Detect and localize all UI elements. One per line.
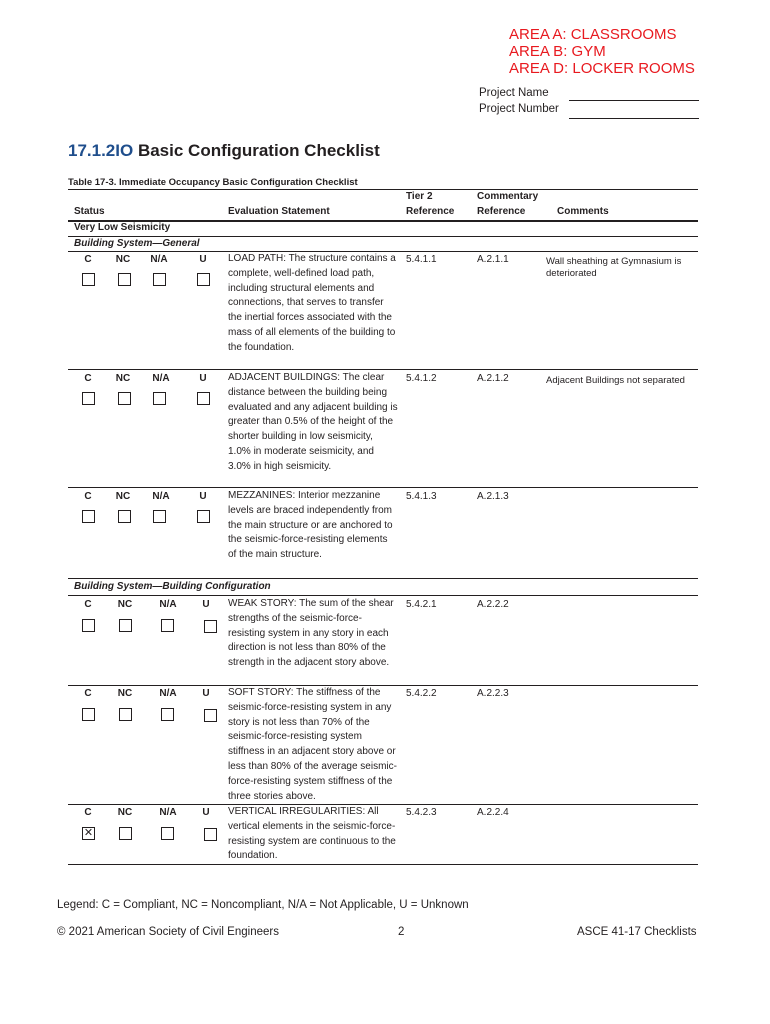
section-rule — [68, 595, 698, 596]
status-label-c: C — [84, 807, 92, 818]
area-b-label: AREA B: GYM — [509, 43, 606, 60]
status-label-u: U — [199, 491, 207, 502]
checkbox-na[interactable] — [153, 392, 166, 405]
checkbox-u[interactable] — [204, 620, 217, 633]
checkbox-c[interactable] — [82, 510, 95, 523]
commentary-reference: A.2.2.3 — [477, 688, 509, 699]
evaluation-statement: VERTICAL IRREGULARITIES: All vertical elements in the seismic-force-resisting system are continuous to the foundation. — [228, 806, 396, 862]
header-comments: Comments — [557, 206, 609, 217]
status-label-c: C — [84, 254, 92, 265]
status-label-c: C — [84, 599, 92, 610]
checkbox-u[interactable] — [197, 392, 210, 405]
footer-page-number: 2 — [398, 926, 405, 938]
status-label-c: C — [84, 491, 92, 502]
section-building-configuration: Building System—Building Configuration — [74, 581, 271, 592]
commentary-reference: A.2.1.1 — [477, 254, 509, 265]
checkbox-nc[interactable] — [119, 827, 132, 840]
checklist-title — [68, 141, 380, 161]
table-top-rule — [68, 189, 698, 190]
checkbox-c[interactable] — [82, 392, 95, 405]
tier2-reference: 5.4.1.1 — [406, 254, 437, 265]
footer-document: ASCE 41-17 Checklists — [577, 926, 697, 938]
evaluation-statement: SOFT STORY: The stiffness of the seismic-force-resisting system in any story is not less than 70% of the seismic-force-resisting system stiffness in an adjacent story above or less than 80% of the average seismic-force-resisting system stiffness of the three stories above. — [228, 687, 397, 802]
checkbox-u[interactable] — [197, 510, 210, 523]
status-label-c: C — [84, 373, 92, 384]
checkbox-u[interactable] — [204, 828, 217, 841]
status-label-nc: NC — [115, 254, 131, 265]
status-label-c: C — [84, 688, 92, 699]
evaluation-statement: LOAD PATH: The structure contains a complete, well-defined load path, including structural elements and connections, that serves to transfer the inertial forces associated with the mass of all elements of the building to the foundation. — [228, 253, 396, 353]
status-label-na: N/A — [159, 688, 177, 699]
checkbox-na[interactable] — [161, 708, 174, 721]
checkbox-na[interactable] — [161, 827, 174, 840]
header-status: Status — [74, 206, 105, 217]
legend: Legend: C = Compliant, NC = Noncompliant, N/A = Not Applicable, U = Unknown — [57, 899, 469, 911]
status-label-u: U — [199, 373, 207, 384]
evaluation-statement: WEAK STORY: The sum of the shear strengths of the seismic-force-resisting system in any story in each direction is not less than 80% of the strength in the adjacent story above. — [228, 598, 394, 669]
commentary-reference: A.2.2.4 — [477, 807, 509, 818]
checked-mark: ✕ — [83, 827, 94, 839]
area-a-label: AREA A: CLASSROOMS — [509, 26, 677, 43]
checkbox-c[interactable] — [82, 827, 95, 840]
checkbox-nc[interactable] — [118, 273, 131, 286]
checkbox-na[interactable] — [153, 273, 166, 286]
tier2-reference: 5.4.2.1 — [406, 599, 437, 610]
status-label-nc: NC — [115, 373, 131, 384]
checkbox-u[interactable] — [204, 709, 217, 722]
checklist-number: 17.1.2IO — [68, 141, 134, 160]
evaluation-statement: ADJACENT BUILDINGS: The clear distance between the building being evaluated and any adjacent building is greater than 0.5% of the height of the shorter building in low seismicity, 1.0% in moderate seismicity, and 3.0% in high seismicity. — [228, 372, 398, 472]
section-general: Building System—General — [74, 238, 200, 249]
checkbox-c[interactable] — [82, 273, 95, 286]
checkbox-c[interactable] — [82, 619, 95, 632]
status-label-na: N/A — [159, 599, 177, 610]
status-label-u: U — [202, 599, 210, 610]
checkbox-c[interactable] — [82, 708, 95, 721]
tier2-reference: 5.4.1.2 — [406, 373, 437, 384]
checklist-title-text: Basic Configuration Checklist — [137, 141, 380, 160]
evaluation-statement: MEZZANINES: Interior mezzanine levels are braced independently from the main structure or are anchored to the seismic-force-resisting elements of the main structure. — [228, 490, 393, 561]
row-rule — [68, 487, 698, 488]
status-label-nc: NC — [117, 599, 133, 610]
comment-text[interactable]: Wall sheathing at Gymnasium is deteriorated — [546, 256, 682, 279]
header-commentary-line2: Reference — [477, 206, 526, 217]
status-label-nc: NC — [117, 688, 133, 699]
header-commentary-line1: Commentary — [477, 191, 539, 202]
header-tier2-line1: Tier 2 — [406, 191, 433, 202]
checkbox-nc[interactable] — [118, 510, 131, 523]
checkbox-nc[interactable] — [119, 708, 132, 721]
status-label-nc: NC — [117, 807, 133, 818]
row-rule — [68, 369, 698, 370]
project-name-label: Project Name — [479, 87, 549, 99]
checkbox-nc[interactable] — [119, 619, 132, 632]
table-caption: Table 17-3. Immediate Occupancy Basic Configuration Checklist — [68, 177, 358, 188]
status-label-u: U — [202, 688, 210, 699]
section-very-low-seismicity: Very Low Seismicity — [74, 222, 171, 233]
status-label-na: N/A — [159, 807, 177, 818]
tier2-reference: 5.4.2.3 — [406, 807, 437, 818]
status-label-u: U — [199, 254, 207, 265]
checkbox-na[interactable] — [161, 619, 174, 632]
header-tier2-line2: Reference — [406, 206, 455, 217]
commentary-reference: A.2.1.3 — [477, 491, 509, 502]
checkbox-na[interactable] — [153, 510, 166, 523]
footer-copyright: © 2021 American Society of Civil Engineers — [57, 926, 279, 938]
project-number-label: Project Number — [479, 103, 559, 115]
status-label-nc: NC — [115, 491, 131, 502]
project-name-field[interactable] — [569, 100, 699, 101]
checkbox-u[interactable] — [197, 273, 210, 286]
row-rule — [68, 578, 698, 579]
header-evaluation: Evaluation Statement — [228, 206, 330, 217]
project-number-field[interactable] — [569, 118, 699, 119]
status-label-u: U — [202, 807, 210, 818]
tier2-reference: 5.4.2.2 — [406, 688, 437, 699]
status-label-na: N/A — [150, 254, 168, 265]
status-label-na: N/A — [152, 491, 170, 502]
tier2-reference: 5.4.1.3 — [406, 491, 437, 502]
commentary-reference: A.2.1.2 — [477, 373, 509, 384]
comment-text[interactable]: Adjacent Buildings not separated — [546, 375, 685, 386]
section-rule — [68, 236, 698, 237]
table-bottom-rule — [68, 864, 698, 865]
commentary-reference: A.2.2.2 — [477, 599, 509, 610]
status-label-na: N/A — [152, 373, 170, 384]
area-d-label: AREA D: LOCKER ROOMS — [509, 60, 695, 77]
checkbox-nc[interactable] — [118, 392, 131, 405]
